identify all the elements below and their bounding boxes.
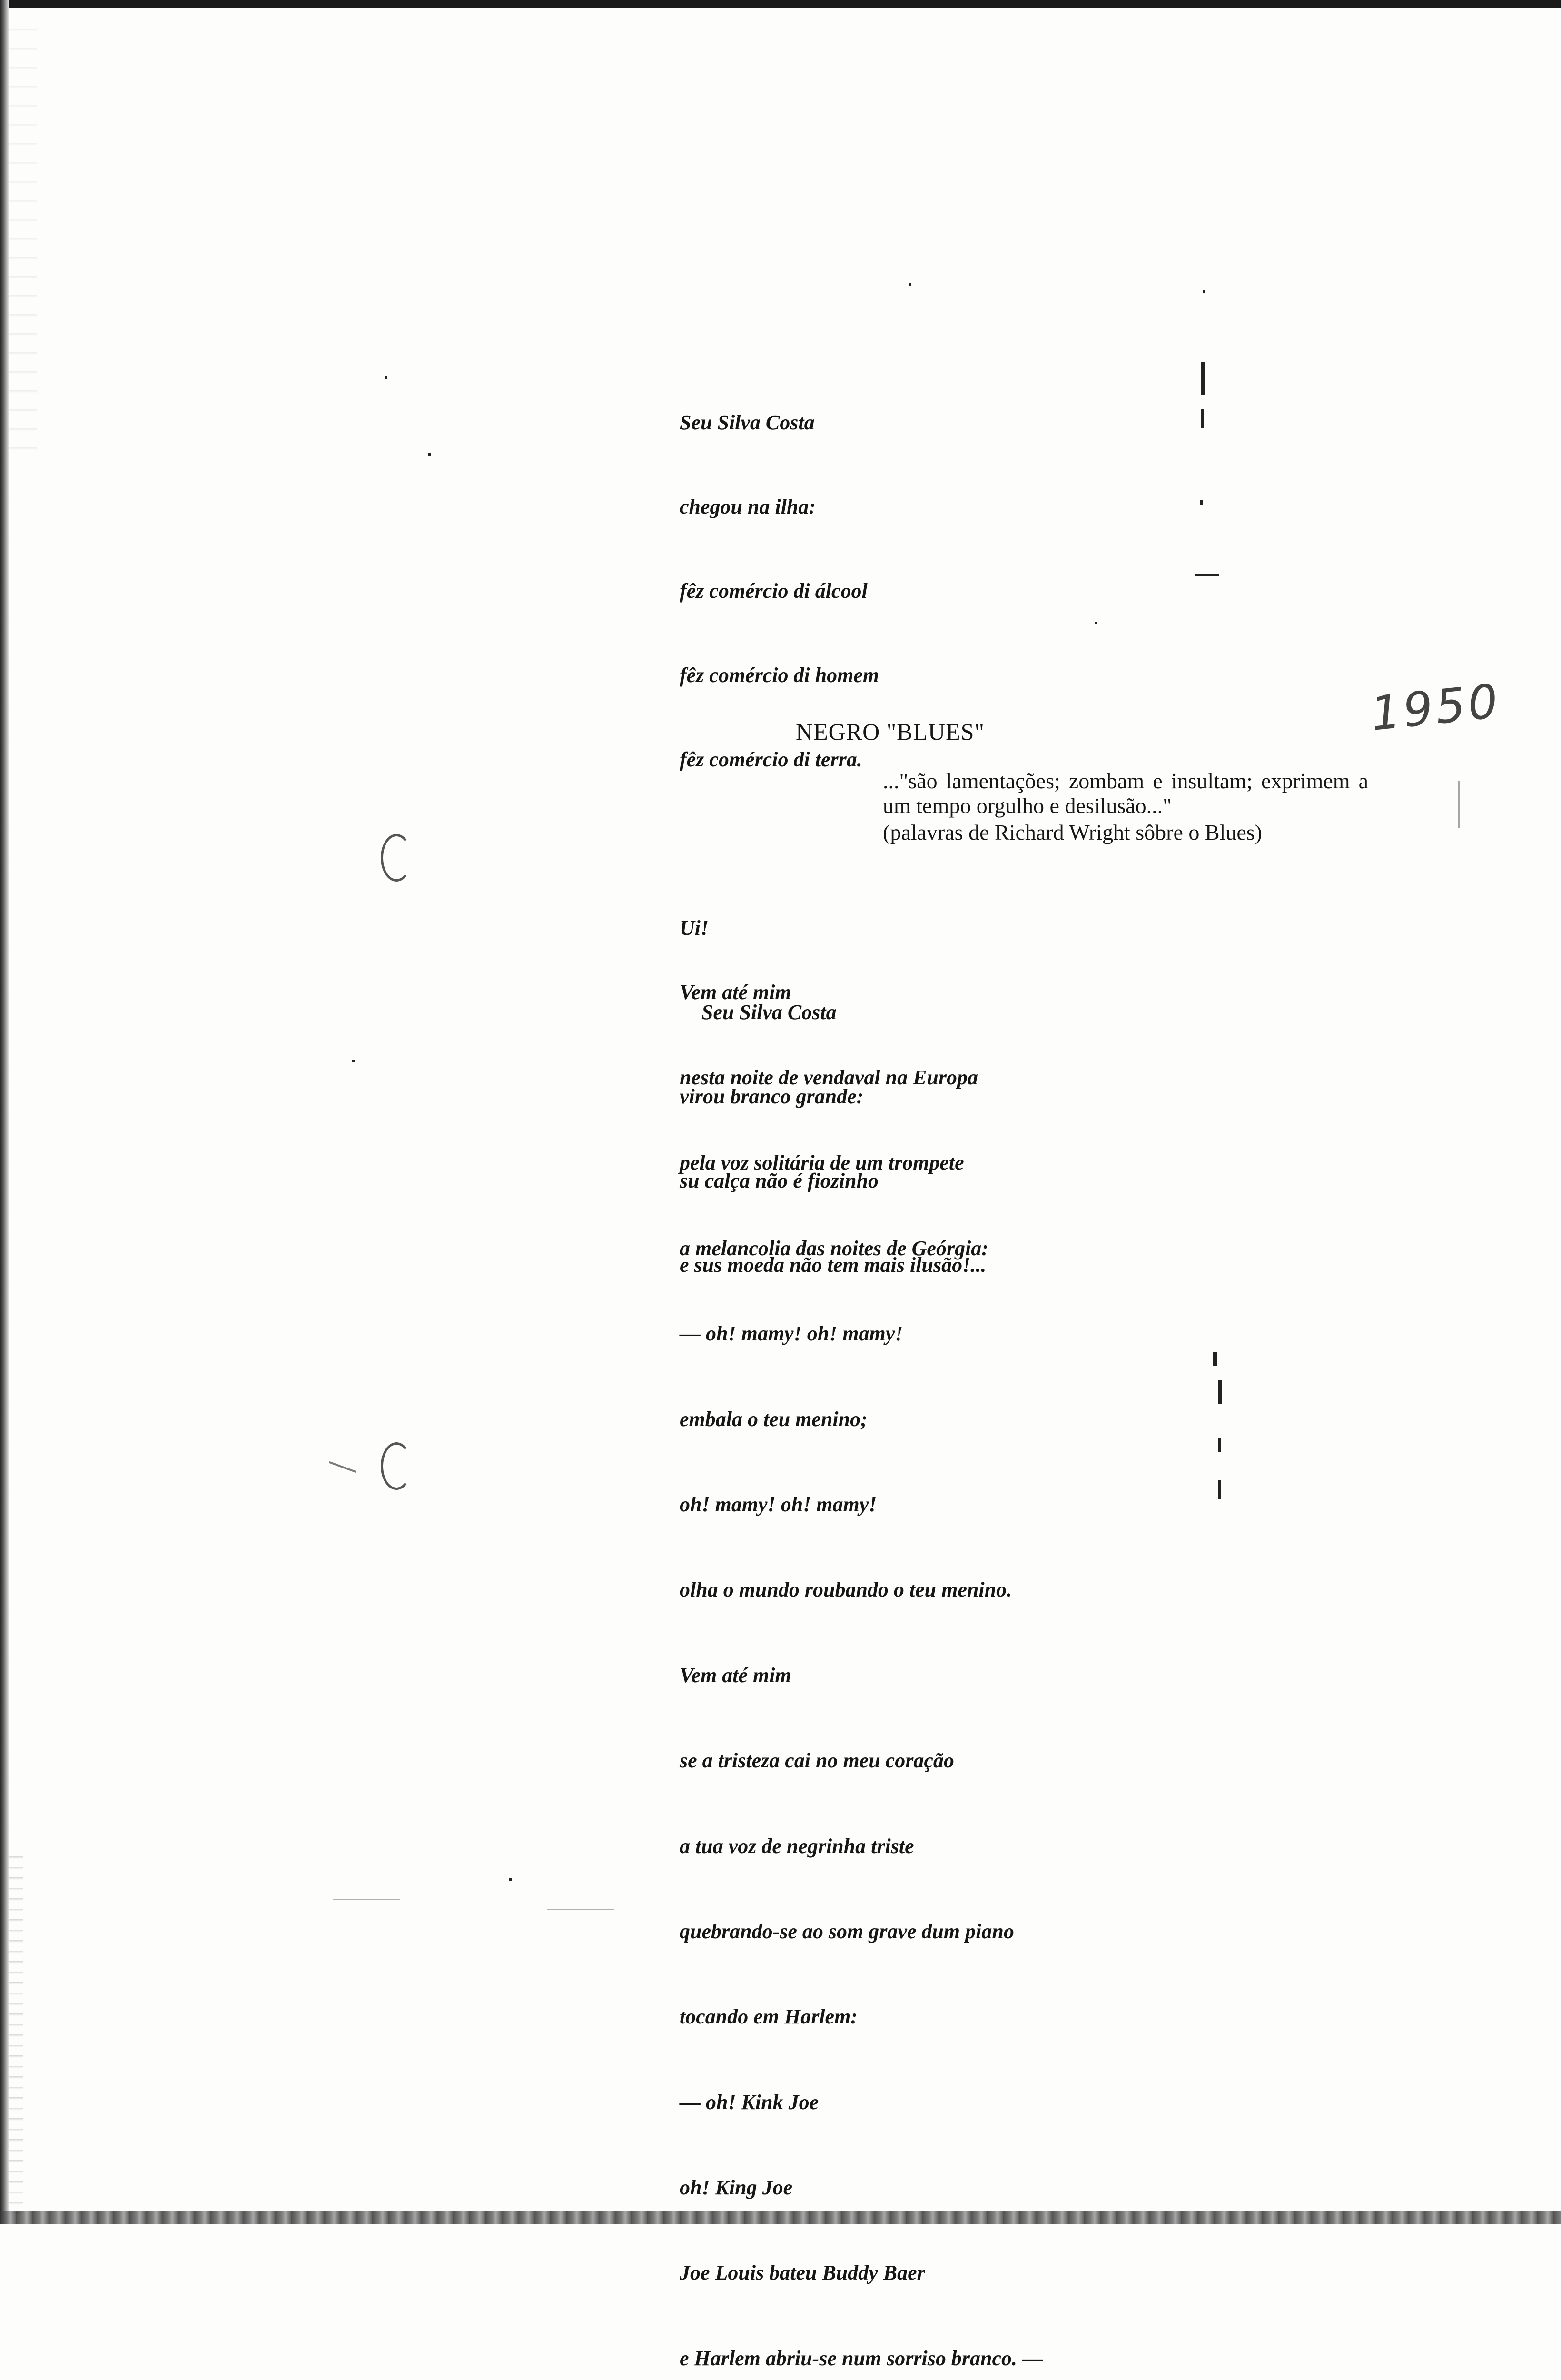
poem-line: oh! King Joe: [680, 2176, 793, 2200]
scan-speck: [1201, 362, 1205, 395]
poem-line: fêz comércio di terra.: [680, 748, 862, 771]
poem-line: Vem até mim: [680, 1663, 791, 1687]
scan-speck: [1203, 290, 1205, 293]
scan-speck: [1458, 781, 1460, 828]
poem-line: e Harlem abriu-se num sorriso branco. —: [680, 2346, 1043, 2370]
poem-line: chegou na ilha:: [680, 495, 816, 518]
scan-noise: [9, 29, 37, 457]
poem-line: pela voz solitária de um trompete: [680, 1151, 964, 1175]
epigraph-quote: ..."são lamentações; zombam e insultam; exprimem a um tempo orgulho e desilusão...": [883, 769, 1368, 818]
scan-circle-mark: [381, 1442, 412, 1490]
scan-speck: [1218, 1438, 1221, 1452]
scan-speck: [333, 1899, 400, 1900]
poem-line: nesta noite de vendaval na Europa: [680, 1065, 978, 1089]
poem-line: Vem até mim: [680, 980, 791, 1004]
scan-speck: [352, 1060, 355, 1062]
scan-noise: [9, 1856, 23, 2218]
scan-speck: [385, 376, 387, 379]
scan-speck: [1195, 574, 1219, 576]
scan-border-left: [0, 0, 9, 2224]
poem-line: quebrando-se ao som grave dum piano: [680, 1919, 1014, 1943]
poem-line: su calça não é fiozinho: [680, 1169, 879, 1192]
poem-line: Ui!: [680, 916, 709, 940]
epigraph: [883, 769, 1368, 845]
poem-line: oh! mamy! oh! mamy!: [680, 1492, 877, 1516]
poem-line: a tua voz de negrinha triste: [680, 1834, 914, 1858]
scan-speck: [1201, 409, 1204, 428]
scan-speck: [1213, 1352, 1217, 1366]
scan-border-top: [0, 0, 1561, 8]
poem-line: fêz comércio di homem: [680, 664, 879, 687]
poem-line: — oh! Kink Joe: [680, 2090, 819, 2114]
poem-line: — oh! mamy! oh! mamy!: [680, 1322, 903, 1346]
poem-title: NEGRO "BLUES": [796, 718, 985, 745]
scan-speck: [547, 1909, 614, 1910]
scan-circle-mark: [381, 834, 412, 882]
poem-line: fêz comércio di álcool: [680, 579, 868, 603]
scan-speck: [909, 283, 911, 286]
handwritten-year-annotation: 1950: [1368, 674, 1503, 742]
poem-line: a melancolia das noites de Geórgia:: [680, 1236, 988, 1260]
poem-line: olha o mundo roubando o teu menino.: [680, 1578, 1012, 1602]
poem-line: embala o teu menino;: [680, 1407, 868, 1431]
scan-speck: [329, 1461, 356, 1473]
scan-speck: [1095, 622, 1097, 624]
poem-line: Seu Silva Costa: [680, 411, 815, 434]
poem-line: virou branco grande:: [680, 1085, 864, 1108]
poem-line: e sus moeda não tem mais ilusão!...: [680, 1253, 987, 1277]
scan-speck: [1218, 1480, 1221, 1499]
poem-line: Seu Silva Costa: [701, 1001, 837, 1024]
scan-speck: [1200, 500, 1203, 505]
poem-line: se a tristeza cai no meu coração: [680, 1749, 954, 1773]
poem-line: Joe Louis bateu Buddy Baer: [680, 2261, 925, 2285]
scan-speck: [428, 453, 431, 456]
poem-line: tocando em Harlem:: [680, 2005, 858, 2029]
scan-speck: [509, 1878, 512, 1881]
poem-negro-blues: [680, 921, 1043, 2380]
scan-speck: [1218, 1380, 1222, 1404]
epigraph-attribution: (palavras de Richard Wright sôbre o Blues): [883, 820, 1262, 844]
